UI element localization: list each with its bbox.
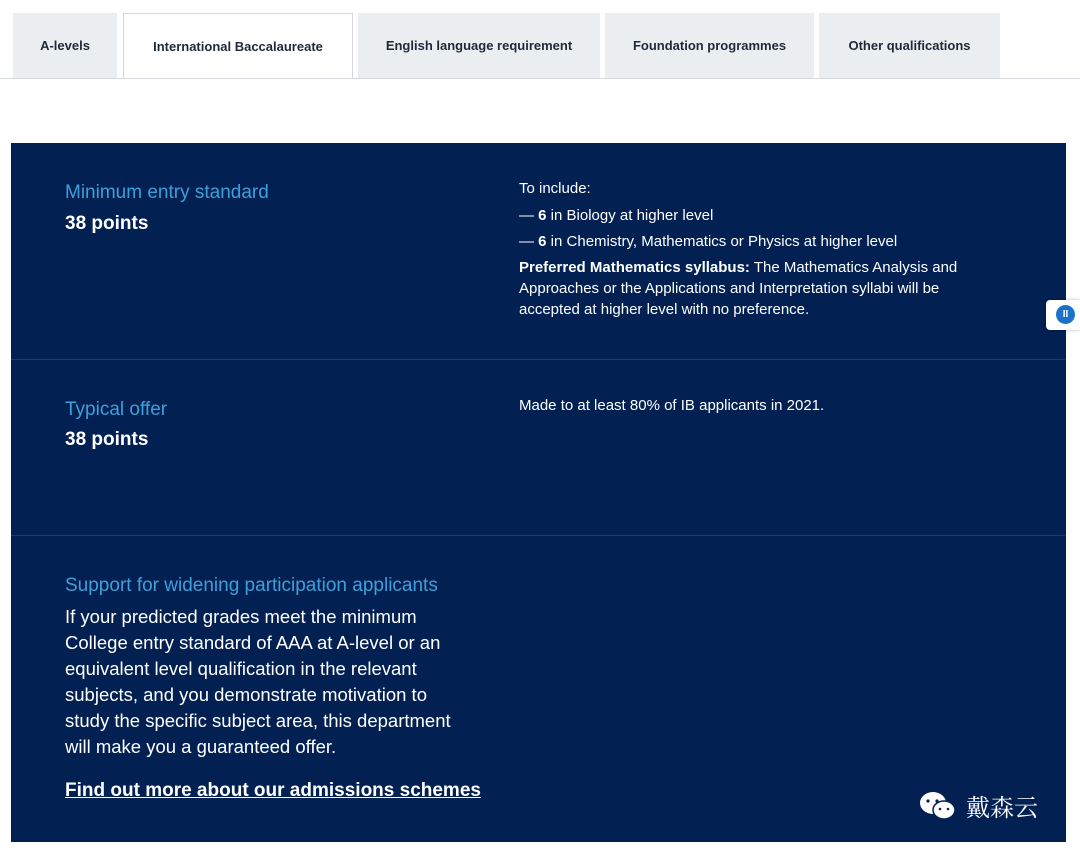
support-line: College entry standard of AAA at A-level or an	[65, 632, 441, 653]
minimum-entry-value: 38 points	[65, 213, 149, 234]
dash: —	[519, 207, 534, 224]
requirement-text: in Biology at higher level	[546, 207, 714, 224]
tab-other-qualifications[interactable]: Other qualifications	[819, 13, 1000, 78]
support-line: will make you a guaranteed offer.	[65, 736, 337, 757]
include-intro: To include:	[519, 180, 591, 197]
wechat-icon	[918, 789, 958, 823]
row-divider	[11, 535, 1066, 536]
requirement-grade: 6	[538, 207, 547, 224]
tab-foundation-programmes[interactable]: Foundation programmes	[605, 13, 814, 78]
support-line: equivalent level qualification in the relevant	[65, 658, 417, 679]
requirements-panel	[11, 143, 1066, 842]
requirement-biology	[519, 205, 713, 226]
typical-offer-note: Made to at least 80% of IB applicants in 2021.	[519, 397, 825, 414]
support-paragraph	[65, 604, 495, 760]
pause-icon: II	[1056, 305, 1075, 324]
support-line: study the specific subject area, this department	[65, 710, 451, 731]
watermark	[918, 788, 1038, 823]
requirement-text: in Chemistry, Mathematics or Physics at higher level	[546, 233, 898, 250]
support-line: subjects, and you demonstrate motivation to	[65, 684, 427, 705]
preferred-syllabus-label: Preferred Mathematics syllabus:	[519, 259, 750, 276]
preferred-syllabus-text: The Mathematics Analysis and	[749, 259, 958, 276]
requirement-grade: 6	[538, 233, 547, 250]
support-heading: Support for widening participation applicants	[65, 575, 438, 596]
side-pause-button[interactable]	[1046, 300, 1080, 330]
watermark-text: 戴森云	[966, 794, 1038, 822]
row-divider	[11, 359, 1066, 360]
support-line: If your predicted grades meet the minimum	[65, 606, 417, 627]
tab-english-language-requirement[interactable]: English language requirement	[358, 13, 600, 78]
dash: —	[519, 233, 534, 250]
admissions-schemes-link[interactable]: Find out more about our admissions schemes	[65, 780, 481, 801]
tab-bar	[0, 0, 1080, 79]
preferred-syllabus-line-1	[519, 257, 957, 278]
preferred-syllabus-line-3: accepted at higher level with no preference.	[519, 301, 810, 318]
tab-international-baccalaureate[interactable]: International Baccalaureate	[123, 13, 353, 79]
minimum-entry-heading: Minimum entry standard	[65, 182, 269, 203]
tab-baseline	[0, 78, 1080, 79]
tab-a-levels[interactable]: A-levels	[13, 13, 117, 78]
typical-offer-value: 38 points	[65, 429, 149, 450]
typical-offer-heading: Typical offer	[65, 399, 168, 420]
preferred-syllabus-line-2: Approaches or the Applications and Interpretation syllabi will be	[519, 280, 940, 297]
requirement-science-math	[519, 231, 897, 252]
